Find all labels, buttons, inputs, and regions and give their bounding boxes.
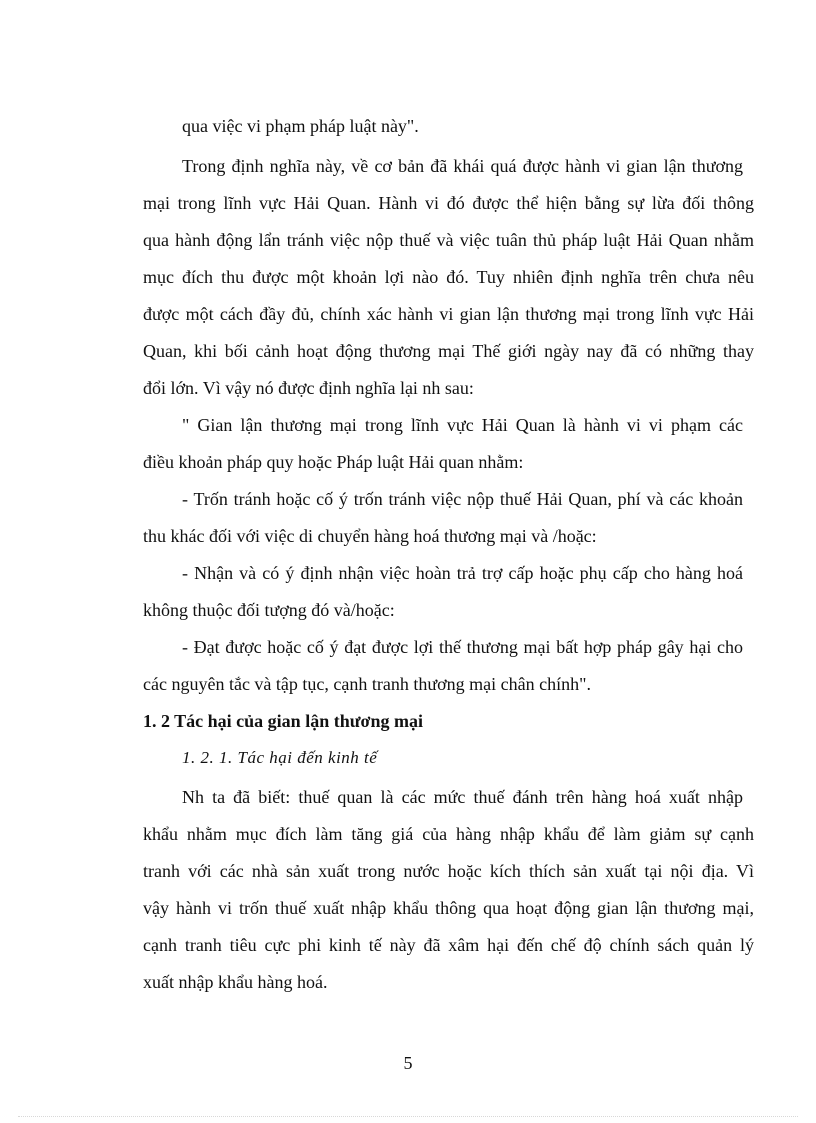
text-line: được một cách đầy đủ, chính xác hành vi gian lận thương mại trong lĩnh vực Hải <box>143 304 754 324</box>
text-line: - Đạt được hoặc cố ý đạt được lợi thế thương mại bất hợp pháp gây hại cho <box>182 637 743 657</box>
text-line: qua việc vi phạm pháp luật này". <box>182 116 419 136</box>
text-line: xuất nhập khẩu hàng hoá. <box>143 972 328 992</box>
text-line: không thuộc đối tượng đó và/hoặc: <box>143 600 395 620</box>
text-line: Quan, khi bối cảnh hoạt động thương mại Thế giới ngày nay đã có những thay <box>143 341 754 361</box>
text-line: điều khoản pháp quy hoặc Pháp luật Hải quan nhằm: <box>143 452 524 472</box>
text-line: Trong định nghĩa này, về cơ bản đã khái quá được hành vi gian lận thương <box>182 156 743 176</box>
page-bottom-divider <box>18 1116 798 1117</box>
subsection-heading: 1. 2. 1. Tác hại đến kinh tế <box>182 748 378 767</box>
text-line: - Trốn tránh hoặc cố ý trốn tránh việc nộp thuế Hải Quan, phí và các khoản <box>182 489 743 509</box>
text-line: mục đích thu được một khoản lợi nào đó. Tuy nhiên định nghĩa trên chưa nêu <box>143 267 754 287</box>
text-line: " Gian lận thương mại trong lĩnh vực Hải Quan là hành vi vi phạm các <box>182 415 743 435</box>
text-line: khẩu nhằm mục đích làm tăng giá của hàng nhập khẩu để làm giảm sự cạnh <box>143 824 754 844</box>
text-line: mại trong lĩnh vực Hải Quan. Hành vi đó được thể hiện bằng sự lừa đối thông <box>143 193 754 213</box>
text-line: các nguyên tắc và tập tục, cạnh tranh thương mại chân chính". <box>143 674 591 694</box>
text-line: vậy hành vi trốn thuế xuất nhập khẩu thông qua hoạt động gian lận thương mại, <box>143 898 754 918</box>
text-line: Nh ta đã biết: thuế quan là các mức thuế đánh trên hàng hoá xuất nhập <box>182 787 743 807</box>
text-line: tranh với các nhà sản xuất trong nước hoặc kích thích sản xuất tại nội địa. Vì <box>143 861 754 881</box>
text-line: qua hành động lẩn tránh việc nộp thuế và việc tuân thủ pháp luật Hải Quan nhằm <box>143 230 754 250</box>
text-line: cạnh tranh tiêu cực phi kinh tế này đã xâm hại đến chế độ chính sách quản lý <box>143 935 754 955</box>
text-line: đổi lớn. Vì vậy nó được định nghĩa lại nh sau: <box>143 378 474 398</box>
page-number: 5 <box>403 1053 413 1073</box>
text-line: thu khác đối với việc di chuyển hàng hoá thương mại và /hoặc: <box>143 526 597 546</box>
text-line: - Nhận và có ý định nhận việc hoàn trả trợ cấp hoặc phụ cấp cho hàng hoá <box>182 563 743 583</box>
section-heading: 1. 2 Tác hại của gian lận thương mại <box>143 711 423 731</box>
